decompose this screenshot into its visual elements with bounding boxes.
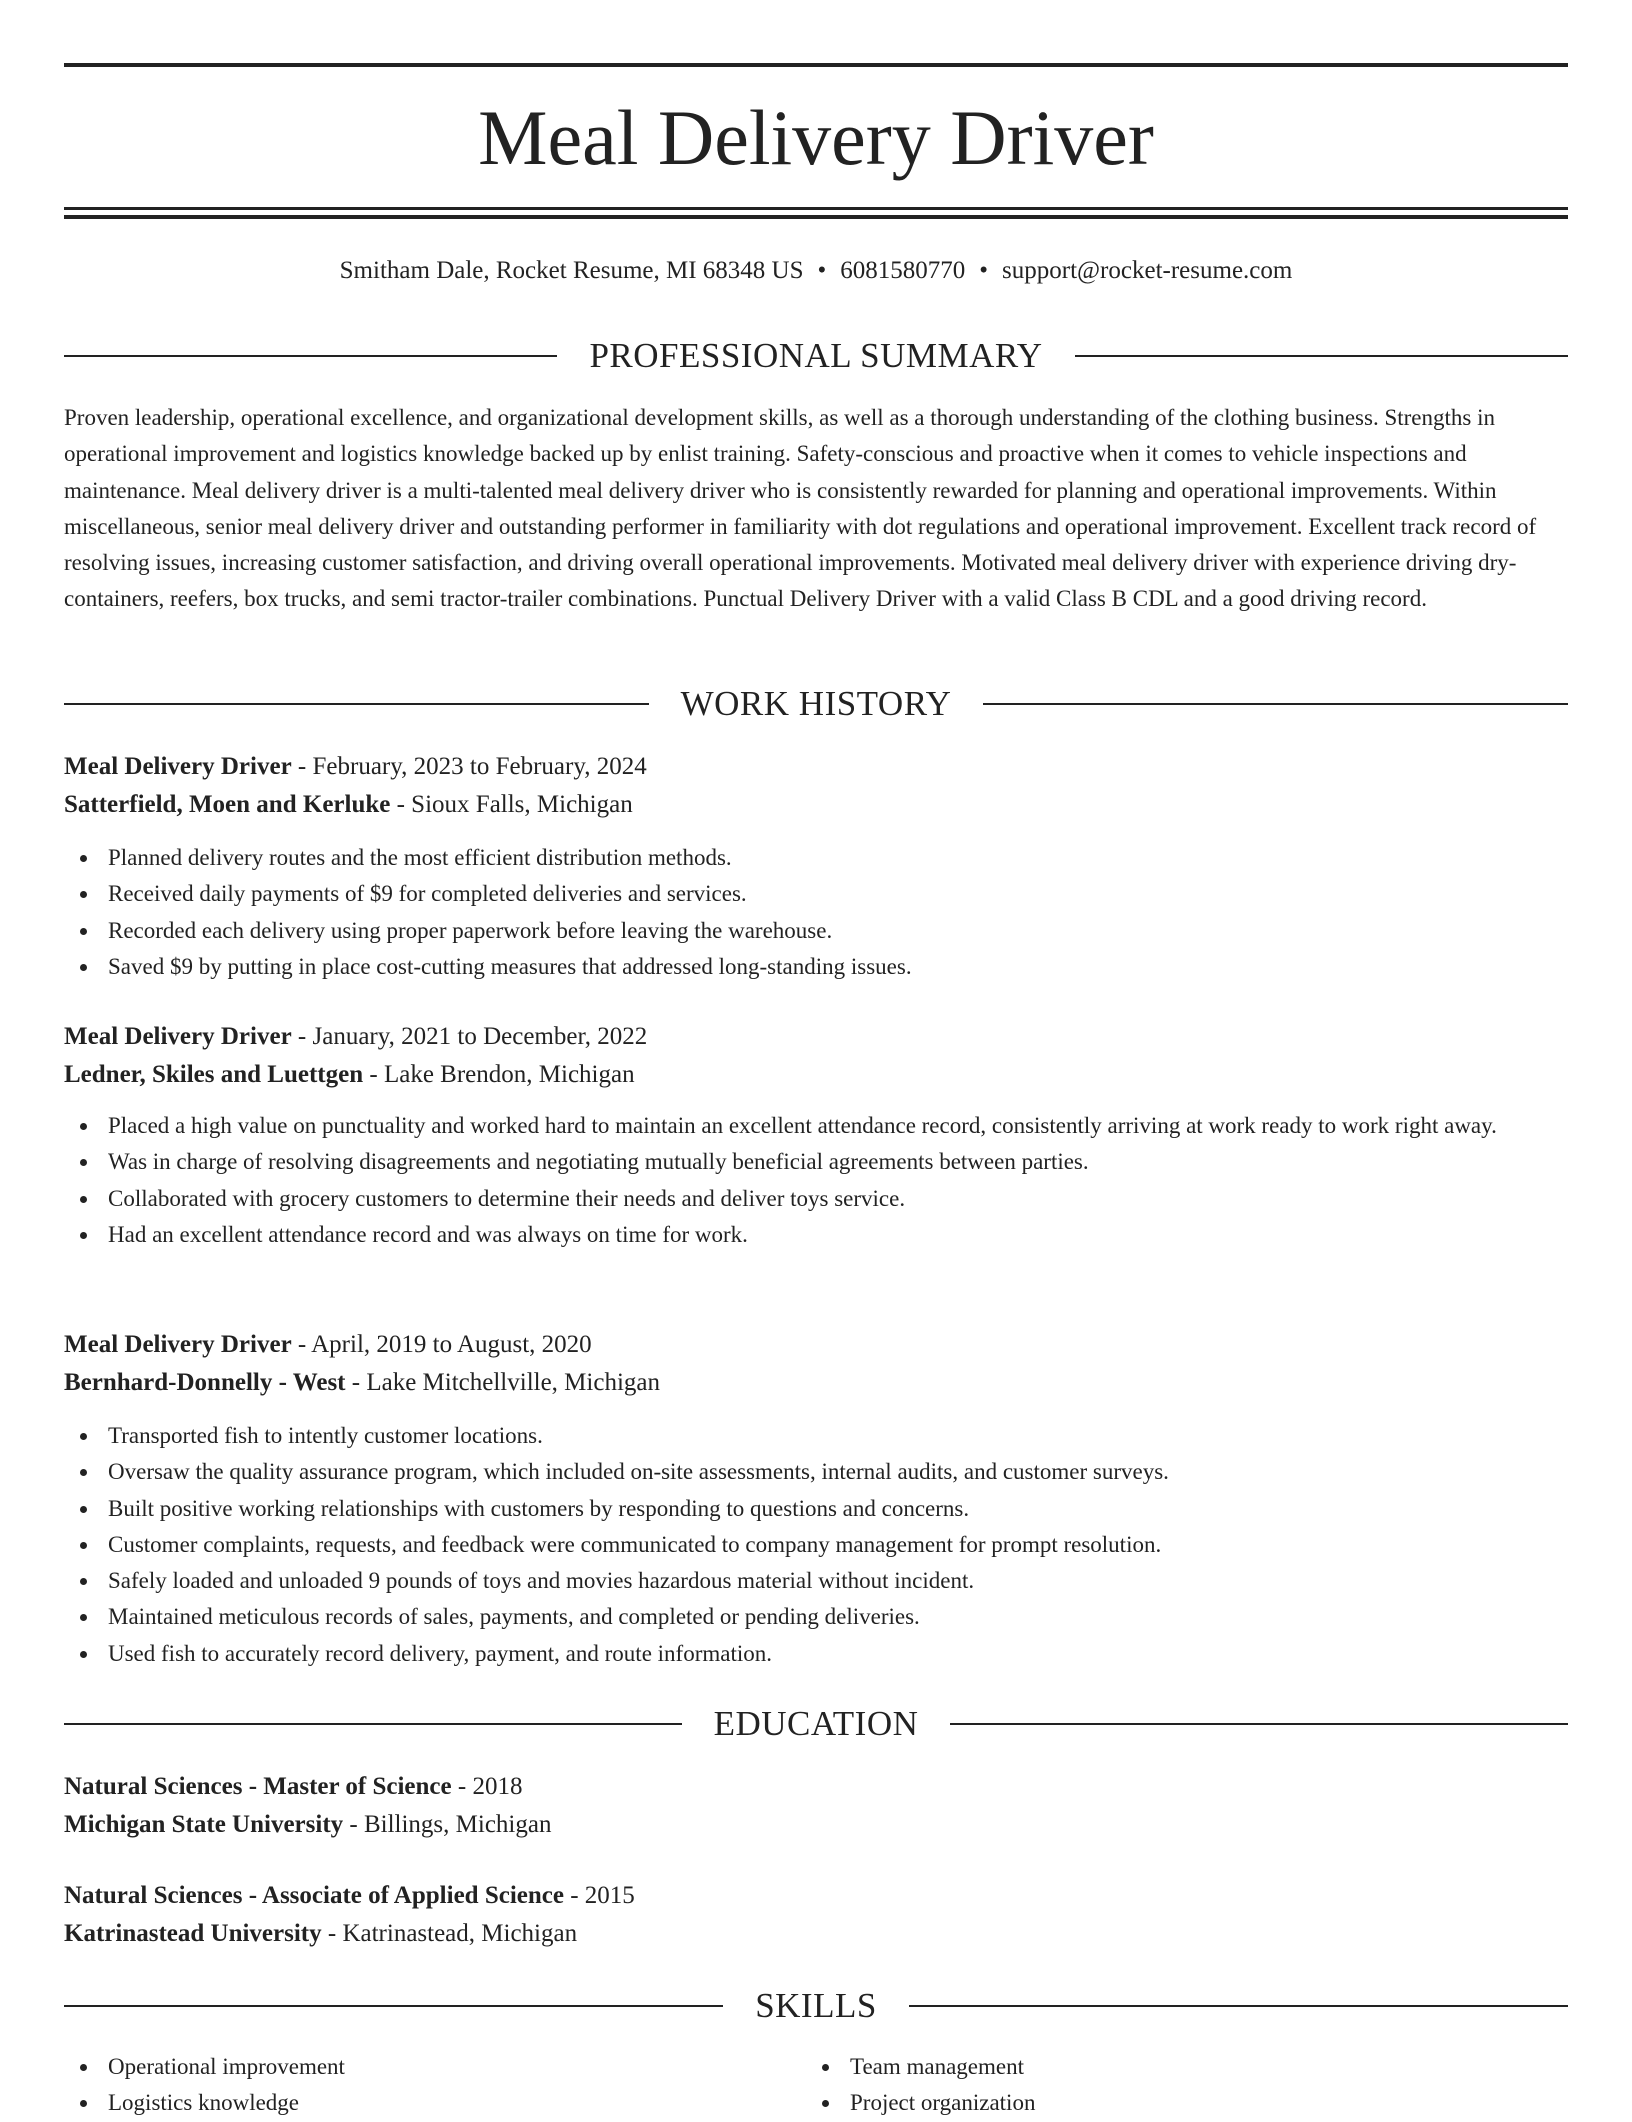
- section-heading-label: SKILLS: [755, 1986, 877, 2025]
- page-title: Meal Delivery Driver: [478, 94, 1154, 181]
- title-double-rule-top: [64, 207, 1568, 210]
- job-duties-list: [64, 840, 1568, 985]
- job-company-line: [64, 786, 1568, 824]
- contact-address: Smitham Dale, Rocket Resume, MI 68348 US: [339, 257, 804, 284]
- top-rule: [64, 63, 1568, 67]
- education-degree-line: [64, 1877, 1568, 1915]
- job-title: Meal Delivery Driver: [64, 1023, 292, 1050]
- section-heading-education: [64, 1703, 1568, 1745]
- list-item: Was in charge of resolving disagreements and negotiating mutually beneficial agreements between parties.: [64, 1144, 1568, 1180]
- job-company: Ledner, Skiles and Luettgen: [64, 1061, 364, 1088]
- education-school: Katrinastead University: [64, 1920, 322, 1947]
- list-item: Saved $9 by putting in place cost-cutting measures that addressed long-standing issues.: [64, 949, 1568, 985]
- list-item: Recorded each delivery using proper paperwork before leaving the warehouse.: [64, 913, 1568, 949]
- contact-email: support@rocket-resume.com: [1002, 257, 1293, 284]
- list-item: Planned delivery routes and the most efficient distribution methods.: [64, 840, 1568, 876]
- education-location: - Katrinastead, Michigan: [321, 1920, 578, 1947]
- section-heading-summary: [64, 335, 1568, 377]
- list-item: Received daily payments of $9 for completed deliveries and services.: [64, 876, 1568, 912]
- job-entry: [64, 1326, 1568, 1672]
- job-title: Meal Delivery Driver: [64, 753, 292, 780]
- job-location: - Lake Brendon, Michigan: [363, 1061, 635, 1088]
- education-degree: Natural Sciences - Master of Science: [64, 1773, 452, 1800]
- skills-list: [64, 2049, 1568, 2122]
- job-title-line: [64, 1326, 1568, 1364]
- job-duties-list: [64, 1108, 1568, 1253]
- section-heading-label: PROFESSIONAL SUMMARY: [589, 336, 1043, 375]
- job-company: Bernhard-Donnelly - West: [64, 1369, 346, 1396]
- education-entry: [64, 1877, 1568, 1953]
- job-duties-list: [64, 1418, 1568, 1672]
- job-company-line: [64, 1056, 1568, 1094]
- contact-line: [64, 252, 1568, 290]
- skill-item: Operational improvement: [64, 2049, 806, 2085]
- summary-text: Proven leadership, operational excellence, and organizational development skills, as well as a thorough understanding of the clothing business. Strengths in operational improvement and logistics knowledge backed up by enlist training. Safety-conscious and proactive when it comes to vehicle inspections and maintenance. Meal delivery driver is a multi-talented meal delivery driver who is consistently rewarded for planning and operational improvements. Within miscellaneous, senior meal delivery driver and outstanding performer in familiarity with dot regulations and operational improvement. Excellent track record of resolving issues, increasing customer satisfaction, and driving overall operational improvements. Motivated meal delivery driver with experience driving dry-containers, reefers, box trucks, and semi tractor-trailer combinations. Punctual Delivery Driver with a valid Class B CDL and a good driving record.: [64, 405, 1537, 612]
- job-title-line: [64, 1018, 1568, 1056]
- education-location: - Billings, Michigan: [343, 1811, 552, 1838]
- heading-rule: [909, 2005, 1568, 2007]
- education-year: - 2018: [451, 1773, 523, 1800]
- education-school: Michigan State University: [64, 1811, 344, 1838]
- list-item: Maintained meticulous records of sales, payments, and completed or pending deliveries.: [64, 1599, 1568, 1635]
- job-company-line: [64, 1364, 1568, 1402]
- job-dates: - January, 2021 to December, 2022: [291, 1023, 648, 1050]
- section-heading-work-history: [64, 683, 1568, 725]
- section-heading-label: EDUCATION: [713, 1704, 919, 1743]
- list-item: Oversaw the quality assurance program, which included on-site assessments, internal audits, and customer surveys.: [64, 1454, 1568, 1490]
- list-item: Used fish to accurately record delivery, payment, and route information.: [64, 1636, 1568, 1672]
- heading-rule: [1075, 355, 1568, 357]
- list-item: Built positive working relationships with customers by responding to questions and concerns.: [64, 1491, 1568, 1527]
- section-heading-label: WORK HISTORY: [680, 684, 952, 723]
- job-title-line: [64, 748, 1568, 786]
- skill-item: Logistics knowledge: [64, 2085, 806, 2121]
- heading-rule: [64, 355, 557, 357]
- list-item: Collaborated with grocery customers to determine their needs and deliver toys service.: [64, 1181, 1568, 1217]
- job-location: - Lake Mitchellville, Michigan: [345, 1369, 660, 1396]
- contact-separator: •: [979, 257, 989, 284]
- skills-column-right: [806, 2049, 1548, 2122]
- skills-column-left: [64, 2049, 806, 2122]
- education-entry: [64, 1768, 1568, 1844]
- job-location: - Sioux Falls, Michigan: [390, 791, 633, 818]
- job-dates: - February, 2023 to February, 2024: [291, 753, 647, 780]
- job-entry: [64, 748, 1568, 985]
- job-title: Meal Delivery Driver: [64, 1331, 292, 1358]
- list-item: Transported fish to intently customer locations.: [64, 1418, 1568, 1454]
- job-company: Satterfield, Moen and Kerluke: [64, 791, 391, 818]
- section-heading-skills: [64, 1985, 1568, 2027]
- education-school-line: [64, 1806, 1568, 1844]
- heading-rule: [950, 1723, 1568, 1725]
- contact-separator: •: [817, 257, 827, 284]
- title-double-rule-bottom: [64, 215, 1568, 219]
- education-year: - 2015: [563, 1882, 635, 1909]
- skill-item: Project organization: [806, 2085, 1548, 2121]
- list-item: Safely loaded and unloaded 9 pounds of toys and movies hazardous material without incident.: [64, 1563, 1568, 1599]
- list-item: Had an excellent attendance record and was always on time for work.: [64, 1217, 1568, 1253]
- job-entry: [64, 1018, 1568, 1253]
- education-school-line: [64, 1915, 1568, 1953]
- list-item: Customer complaints, requests, and feedback were communicated to company management for prompt resolution.: [64, 1527, 1568, 1563]
- heading-rule: [983, 703, 1568, 705]
- heading-rule: [64, 703, 649, 705]
- list-item: Placed a high value on punctuality and worked hard to maintain an excellent attendance record, consistently arriving at work ready to work right away.: [64, 1108, 1568, 1144]
- heading-rule: [64, 1723, 682, 1725]
- contact-phone: 6081580770: [840, 257, 966, 284]
- heading-rule: [64, 2005, 723, 2007]
- job-dates: - April, 2019 to August, 2020: [291, 1331, 592, 1358]
- education-degree: Natural Sciences - Associate of Applied Science: [64, 1882, 564, 1909]
- skill-item: Team management: [806, 2049, 1548, 2085]
- education-degree-line: [64, 1768, 1568, 1806]
